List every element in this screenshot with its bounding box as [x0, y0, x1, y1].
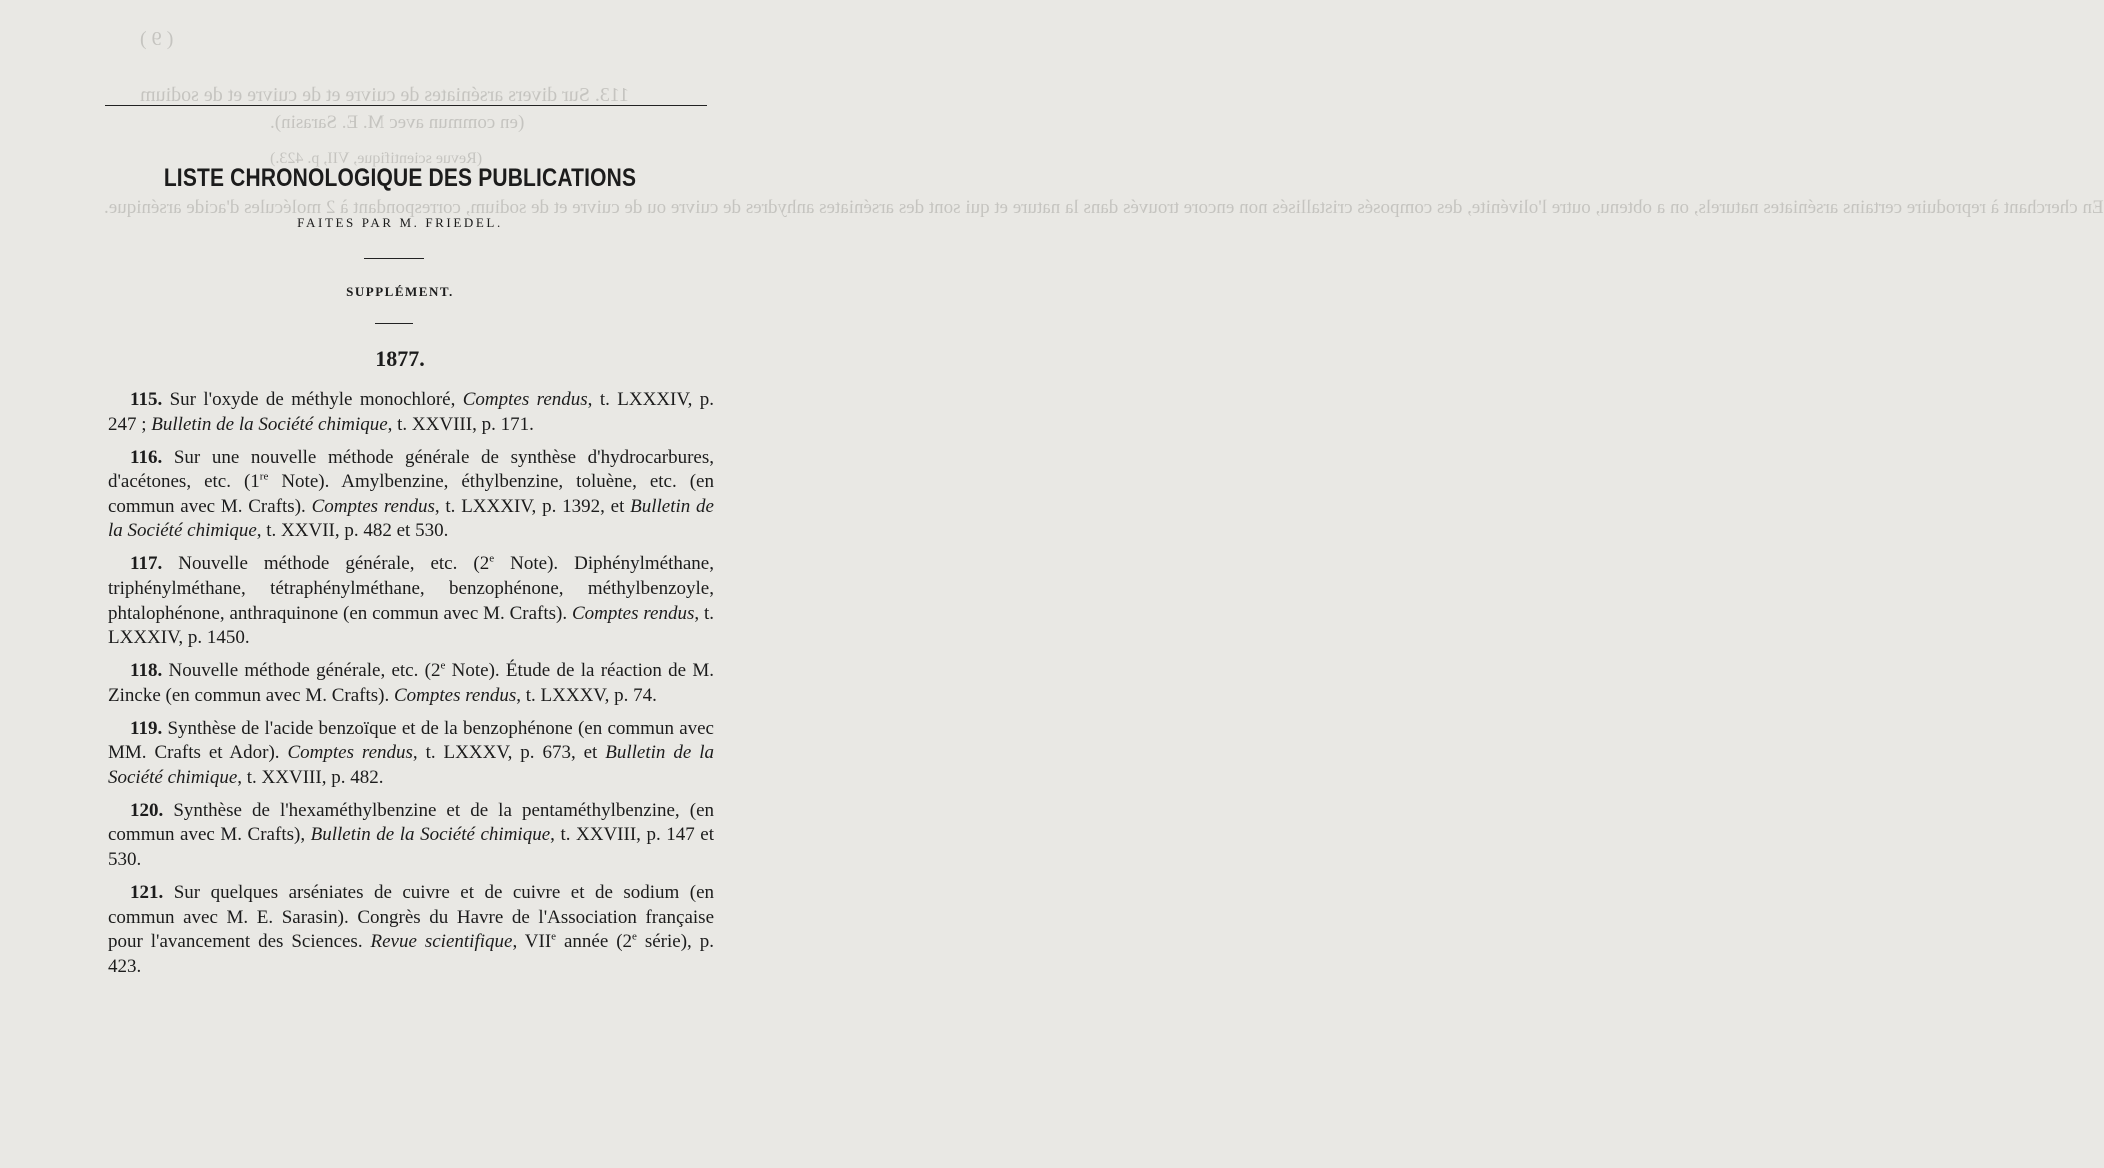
publication-entry [108, 799, 714, 873]
journal-title: Bulletin de la Société chimique [310, 824, 551, 846]
journal-title: Bulletin de la Société chimique [108, 742, 714, 788]
entry-number: 115. [130, 389, 163, 410]
publication-entry [108, 717, 714, 791]
journal-title: Comptes rendus [287, 742, 413, 764]
publication-entry [108, 659, 714, 708]
journal-title: Comptes rendus [571, 602, 695, 624]
page-title: LISTE CHRONOLOGIQUE DES PUBLICATIONS [163, 164, 637, 192]
journal-title: Comptes rendus [311, 495, 435, 517]
entry-number: 119. [130, 717, 163, 739]
entry-text: , t. LXXXIV, p. 247 ; [108, 389, 715, 435]
entry-number: 117. [130, 553, 163, 575]
entry-text: Synthèse de l'acide benzoïque et de la benzophénone (en commun avec MM. Crafts et Ador). [108, 717, 714, 764]
entry-text: , t. LXXXV, p. 673, et [412, 742, 606, 764]
entry-text: , t. XXVIII, p. 482. [237, 766, 384, 788]
superscript: e [551, 930, 557, 943]
publication-entry [108, 388, 714, 437]
entry-text: , t. XXVII, p. 482 et 530. [256, 520, 449, 542]
superscript: e [489, 553, 495, 566]
entry-text: année (2 [556, 931, 633, 953]
entry-text: Sur quelques arséniates de cuivre et de cuivre et de sodium (en commun avec M. E. Sarasin). Congrès du Havre de l'Association française pour l'avancement des Sciences. [108, 882, 715, 953]
divider-rule [375, 323, 413, 324]
entry-text: Note). Étude de la réaction de M. Zincke (en commun avec M. Crafts). [108, 660, 715, 706]
journal-title: Comptes rendus [462, 389, 588, 410]
top-rule [105, 105, 707, 106]
publication-entry [108, 552, 714, 650]
publication-list [108, 388, 714, 979]
publication-entry [108, 446, 714, 544]
page-subtitle: FAITES PAR M. FRIEDEL. [297, 215, 503, 230]
entry-text: , t. LXXXV, p. 74. [516, 684, 657, 706]
entry-number: 116. [130, 446, 163, 468]
superscript: e [440, 659, 446, 672]
superscript: e [632, 930, 637, 943]
bleed-through-paragraph: En cherchant à reproduire certains arséniates naturels, on a obtenu, outre l'olivénite, des composés cristallisés non encore trouvés dans la nature et qui sont des arséniates anhydres de cuivre ou de cuivre et de sodium, correspondant à 2 molécules d'acide arsénique. [104, 197, 2104, 218]
bleed-through-page-number: ( 9 ) [140, 28, 174, 50]
entry-text: Sur une nouvelle méthode générale de synthèse d'hydrocarbures, d'acétones, etc. (1 [108, 446, 715, 493]
entry-text: Note). Diphénylméthane, triphénylméthane, tétraphénylméthane, benzophénone, méthylbenzoyle, phtalophénone, anthraquinone (en commun avec M. Crafts). [108, 553, 714, 624]
journal-title: Comptes rendus [393, 684, 517, 706]
superscript: re [259, 470, 269, 483]
entry-text: Nouvelle méthode générale, etc. (2 [168, 660, 441, 682]
entry-text: , t. LXXXIV, p. 1392, et [434, 495, 631, 517]
publication-entry [108, 881, 714, 979]
journal-title: Bulletin de la Société chimique [151, 413, 388, 435]
section-heading: SUPPLÉMENT. [346, 284, 454, 299]
journal-title: Bulletin de la Société chimique [108, 495, 714, 542]
entry-text: , t. XXVIII, p. 171. [387, 413, 534, 435]
entry-number: 121. [130, 882, 164, 904]
entry-text: Sur l'oxyde de méthyle monochloré, [169, 389, 463, 410]
journal-title: Revue scientifique [370, 931, 513, 953]
entry-number: 118. [130, 660, 163, 682]
entry-text: , t. XXVIII, p. 147 et 530. [108, 824, 714, 871]
entry-text: , VII [512, 931, 552, 953]
entry-text: Nouvelle méthode générale, etc. (2 [178, 553, 490, 575]
bleed-through-citation: (Revue scientifique, VII, p. 423.) [270, 150, 483, 167]
entry-text: Synthèse de l'hexaméthylbenzine et de la pentaméthylbenzine, (en commun avec M. Crafts), [108, 799, 714, 846]
year-heading: 1877. [375, 346, 425, 371]
bleed-through-heading: 113. Sur divers arséniates de cuivre et de cuivre et de sodium [140, 84, 630, 106]
entry-text: série), p. 423. [108, 931, 714, 977]
entry-number: 120. [130, 799, 164, 821]
bleed-through-authors: (en commun avec M. E. Sarasin). [270, 112, 525, 133]
entry-text: Note). Amylbenzine, éthylbenzine, toluène, etc. (en commun avec M. Crafts). [108, 471, 714, 517]
entry-text: , t. LXXXIV, p. 1450. [108, 602, 714, 649]
divider-rule [364, 258, 424, 259]
